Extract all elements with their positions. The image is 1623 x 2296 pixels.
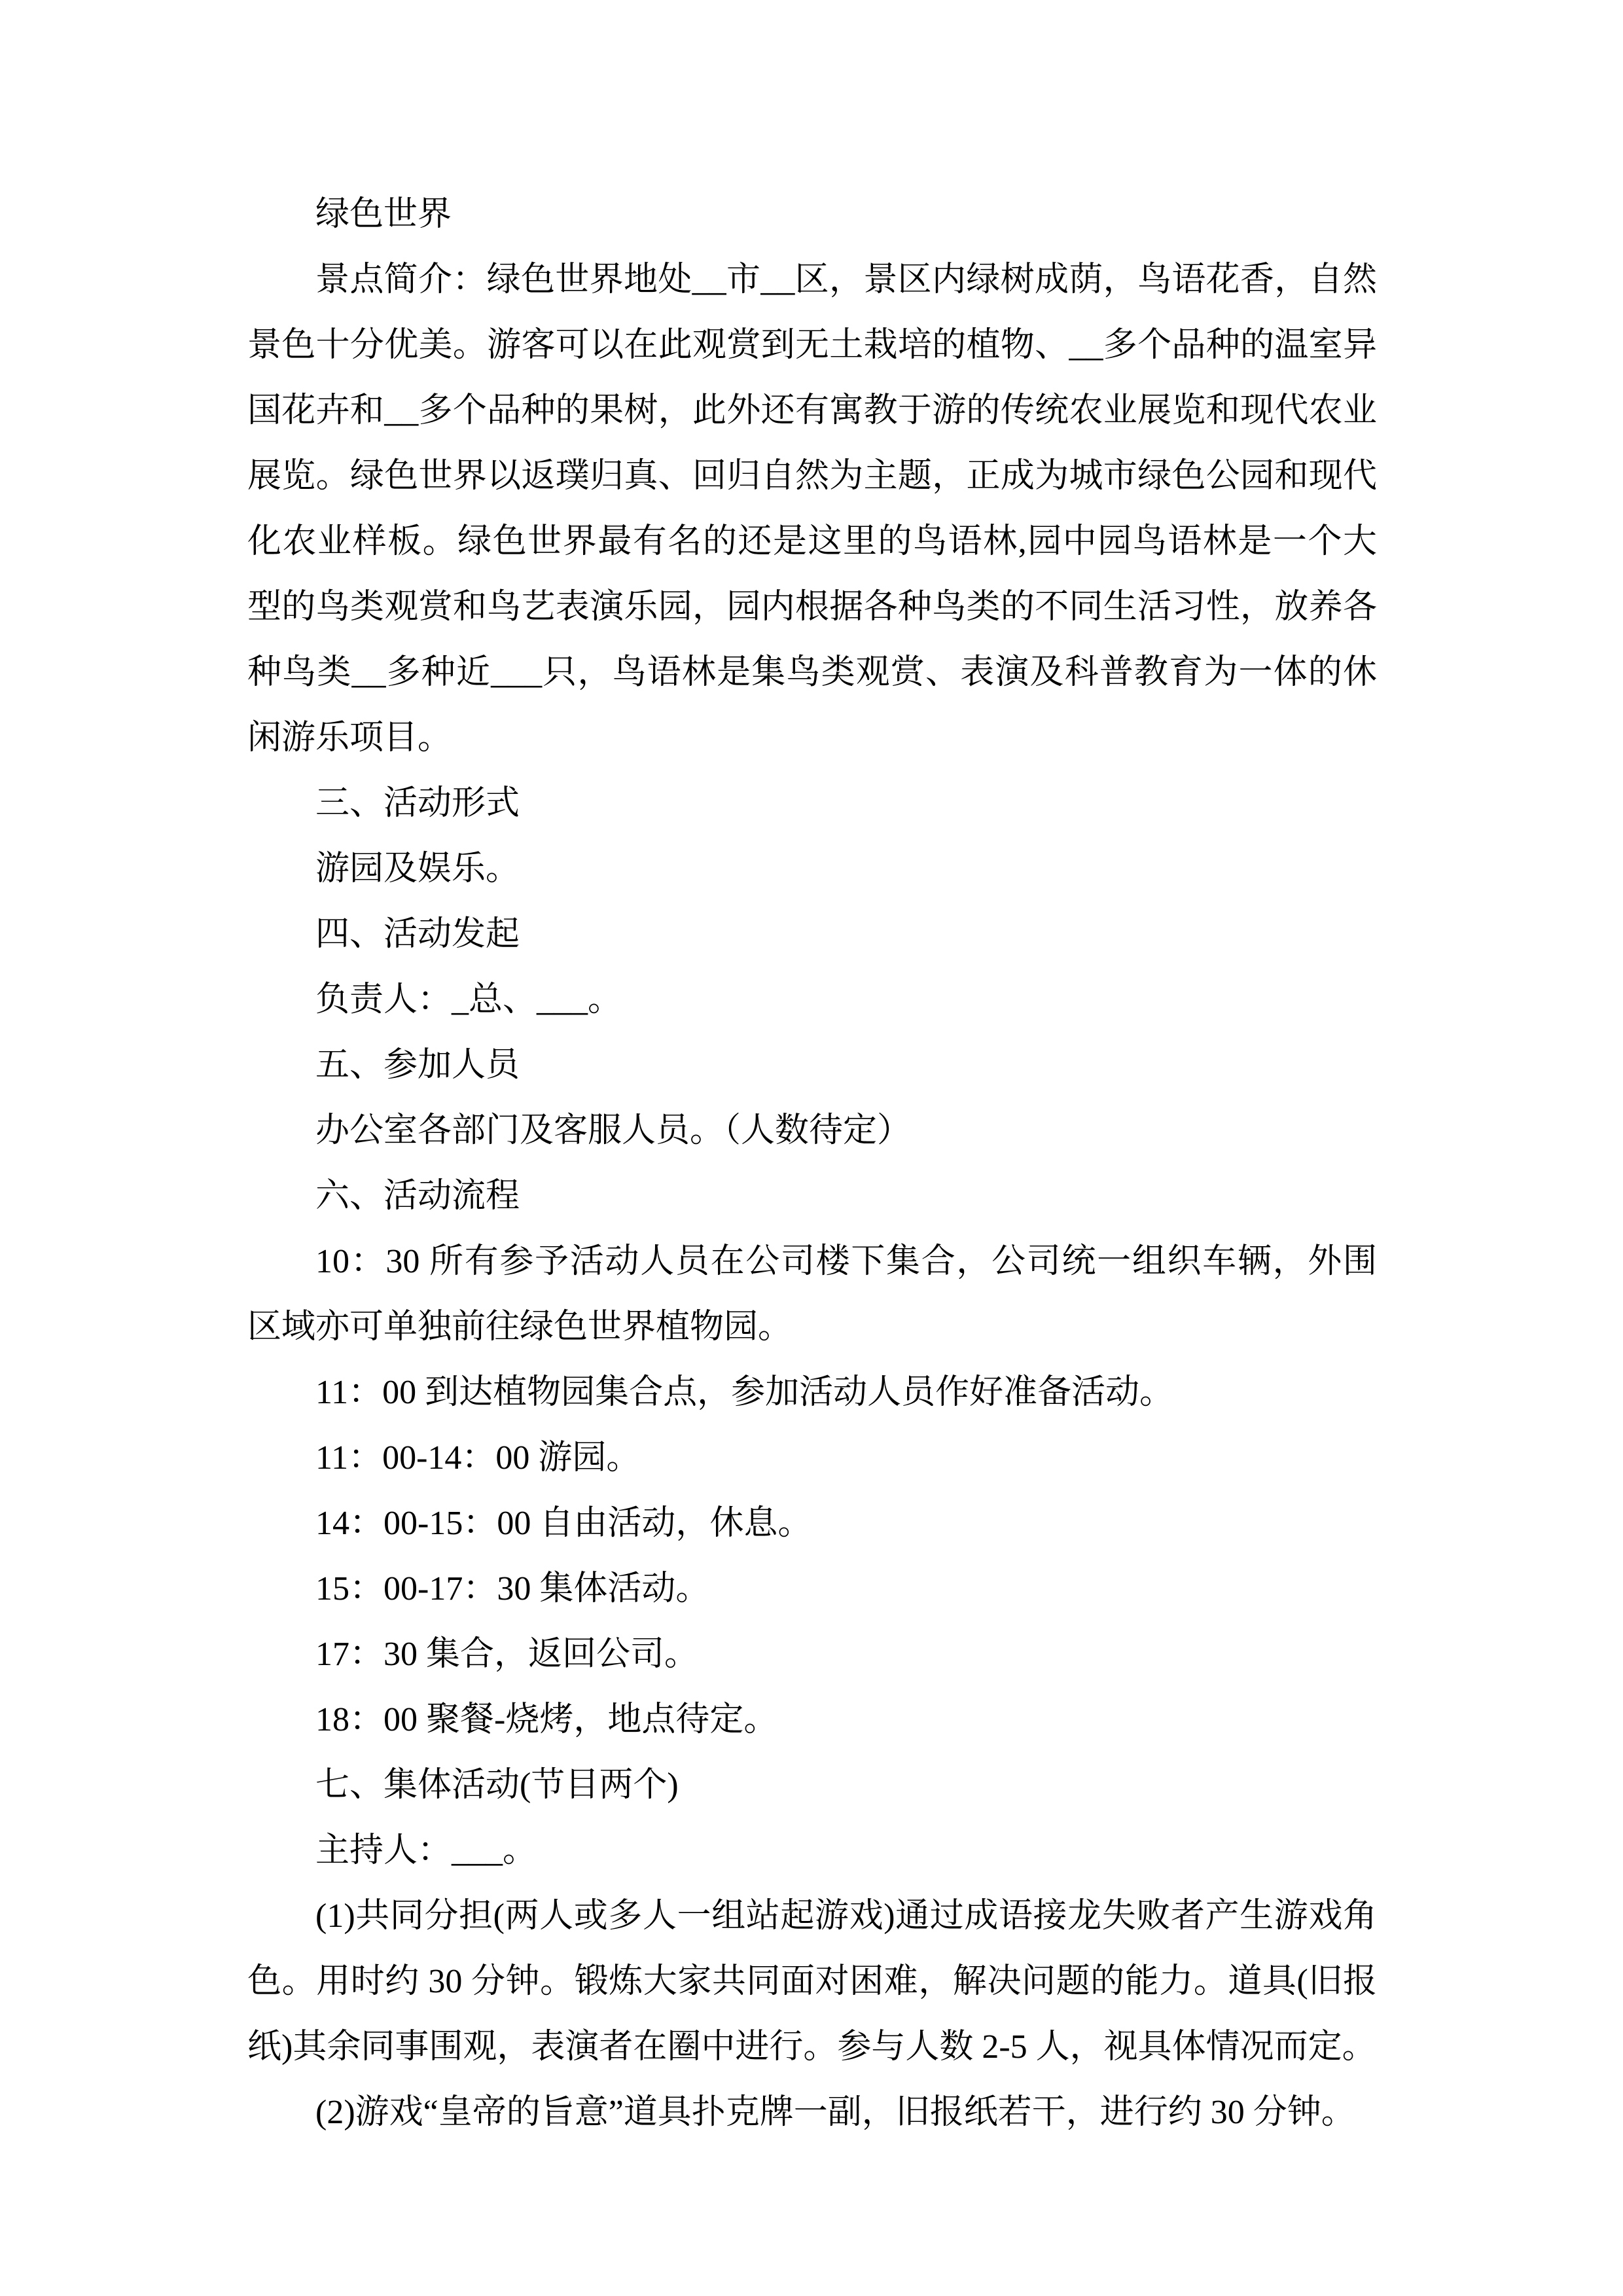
paragraph: 15：00-17：30 集体活动。 <box>315 1570 710 1607</box>
paragraph: 14：00-15：00 自由活动，休息。 <box>315 1505 812 1542</box>
paragraph: (1)共同分担(两人或多人一组站起游戏)通过成语接龙失败者产生游戏角色。用时约 30 分钟。锻炼大家共同面对困难，解决问题的能力。道具(旧报纸)其余同事围观，表演者在圈中进行。参与人数 2-5 人，视具体情况而定。 <box>247 1897 1377 2066</box>
paragraph: 景点简介：绿色世界地处__市__区，景区内绿树成荫，鸟语花香，自然景色十分优美。游客可以在此观赏到无土栽培的植物、__多个品种的温室异国花卉和__多个品种的果树，此外还有寓教于游的传统农业展览和现代农业展览。绿色世界以返璞归真、回归自然为主题，正成为城市绿色公园和现代化农业样板。绿色世界最有名的还是这里的鸟语林,园中园鸟语林是一个大型的鸟类观赏和鸟艺表演乐园，园内根据各种鸟类的不同生活习性，放养各种鸟类__多种近___只，鸟语林是集鸟类观赏、表演及科普教育为一体的休闲游乐项目。 <box>247 261 1377 757</box>
paragraph: 11：00-14：00 游园。 <box>315 1439 641 1477</box>
paragraph: 11：00 到达植物园集合点，参加活动人员作好准备活动。 <box>315 1374 1174 1411</box>
paragraph: 六、活动流程 <box>315 1177 520 1215</box>
paragraph: 三、活动形式 <box>315 785 520 822</box>
paragraph: (2)游戏“皇帝的旨意”道具扑克牌一副，旧报纸若干，进行约 30 分钟。 <box>315 2094 1355 2131</box>
paragraph: 17：30 集合，返回公司。 <box>315 1636 699 1673</box>
paragraph: 游园及娱乐。 <box>315 850 520 888</box>
paragraph: 负责人：_总、___。 <box>315 981 622 1018</box>
paragraph: 办公室各部门及客服人员。（人数待定） <box>315 1112 912 1149</box>
paragraph: 10：30 所有参予活动人员在公司楼下集合，公司统一组织车辆，外围区域亦可单独前往绿色世界植物园。 <box>247 1243 1377 1346</box>
paragraph: 七、集体活动(节目两个) <box>315 1767 679 1804</box>
paragraph: 四、活动发起 <box>315 916 520 953</box>
paragraph: 主持人：___。 <box>315 1832 537 1869</box>
paragraph: 五、参加人员 <box>315 1047 520 1084</box>
paragraph: 18：00 聚餐-烧烤，地点待定。 <box>315 1701 778 1738</box>
document-body <box>247 182 1377 2145</box>
paragraph: 绿色世界 <box>315 196 452 233</box>
